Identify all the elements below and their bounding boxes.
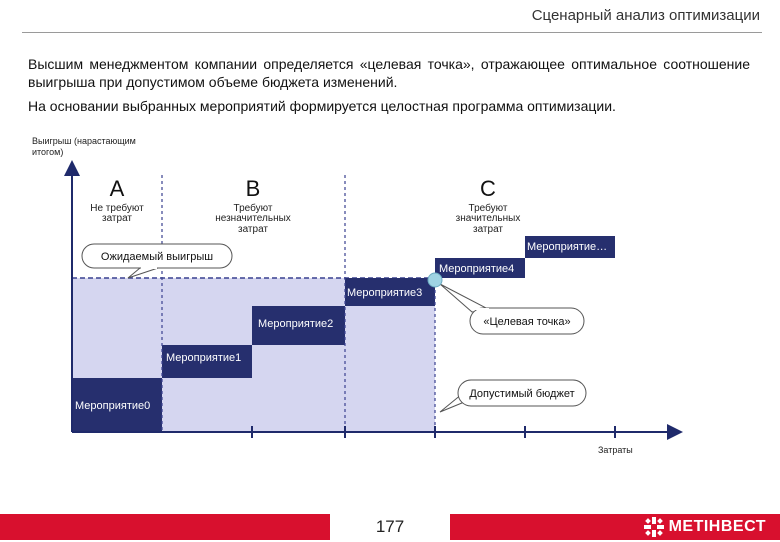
budget-callout-text: Допустимый бюджет <box>469 388 575 400</box>
x-axis-label: Затраты <box>598 445 633 455</box>
company-logo <box>644 517 766 537</box>
expected-gain-callout-text: Ожидаемый выигрыш <box>100 251 214 263</box>
measure-label-3: Мероприятие3 <box>347 287 423 299</box>
measure-label-0: Мероприятие0 <box>75 400 151 412</box>
measure-label-1: Мероприятие1 <box>166 352 242 364</box>
expected-gain-callout-pointer <box>128 268 158 278</box>
zone-a-desc-2: затрат <box>102 213 132 224</box>
measure-label-5: Мероприятие… <box>527 241 608 253</box>
footer-bar <box>0 514 780 540</box>
page-number: 177 <box>330 512 450 542</box>
zone-c-letter: C <box>480 176 496 201</box>
zone-a-desc-1: Не требуют <box>90 203 144 214</box>
logo-text: МЕТІНВЕСТ <box>668 518 766 535</box>
zone-c-desc-1: Требуют <box>468 203 508 214</box>
zone-b-desc-3: затрат <box>238 224 268 235</box>
logo-emblem-icon <box>644 517 664 537</box>
zone-b-letter: B <box>245 176 261 201</box>
measure-label-4: Мероприятие4 <box>439 263 515 275</box>
intro-paragraph-1: Высшим менеджментом компании определяется «целевая точка», отражающее оптимальное соотношение выигрыша при допустимом объеме бюджета изменений. <box>28 56 750 90</box>
zone-c-desc-2: значительных <box>455 213 521 224</box>
page-title: Сценарный анализ оптимизации <box>531 7 760 24</box>
zone-b-desc-1: Требуют <box>233 203 273 214</box>
zone-b-desc-2: незначительных <box>215 213 291 224</box>
zone-c-desc-3: затрат <box>473 224 503 235</box>
y-axis-label-line-1: Выигрыш (нарастающим <box>32 136 136 146</box>
zone-a-letter: A <box>109 176 125 201</box>
y-axis-label-line-2: итогом) <box>32 147 64 157</box>
target-point-marker <box>428 273 442 287</box>
target-callout-text: «Целевая точка» <box>483 316 571 328</box>
intro-paragraph-2: На основании выбранных мероприятий формируется целостная программа оптимизации. <box>28 98 616 114</box>
measure-label-2: Мероприятие2 <box>258 318 334 330</box>
